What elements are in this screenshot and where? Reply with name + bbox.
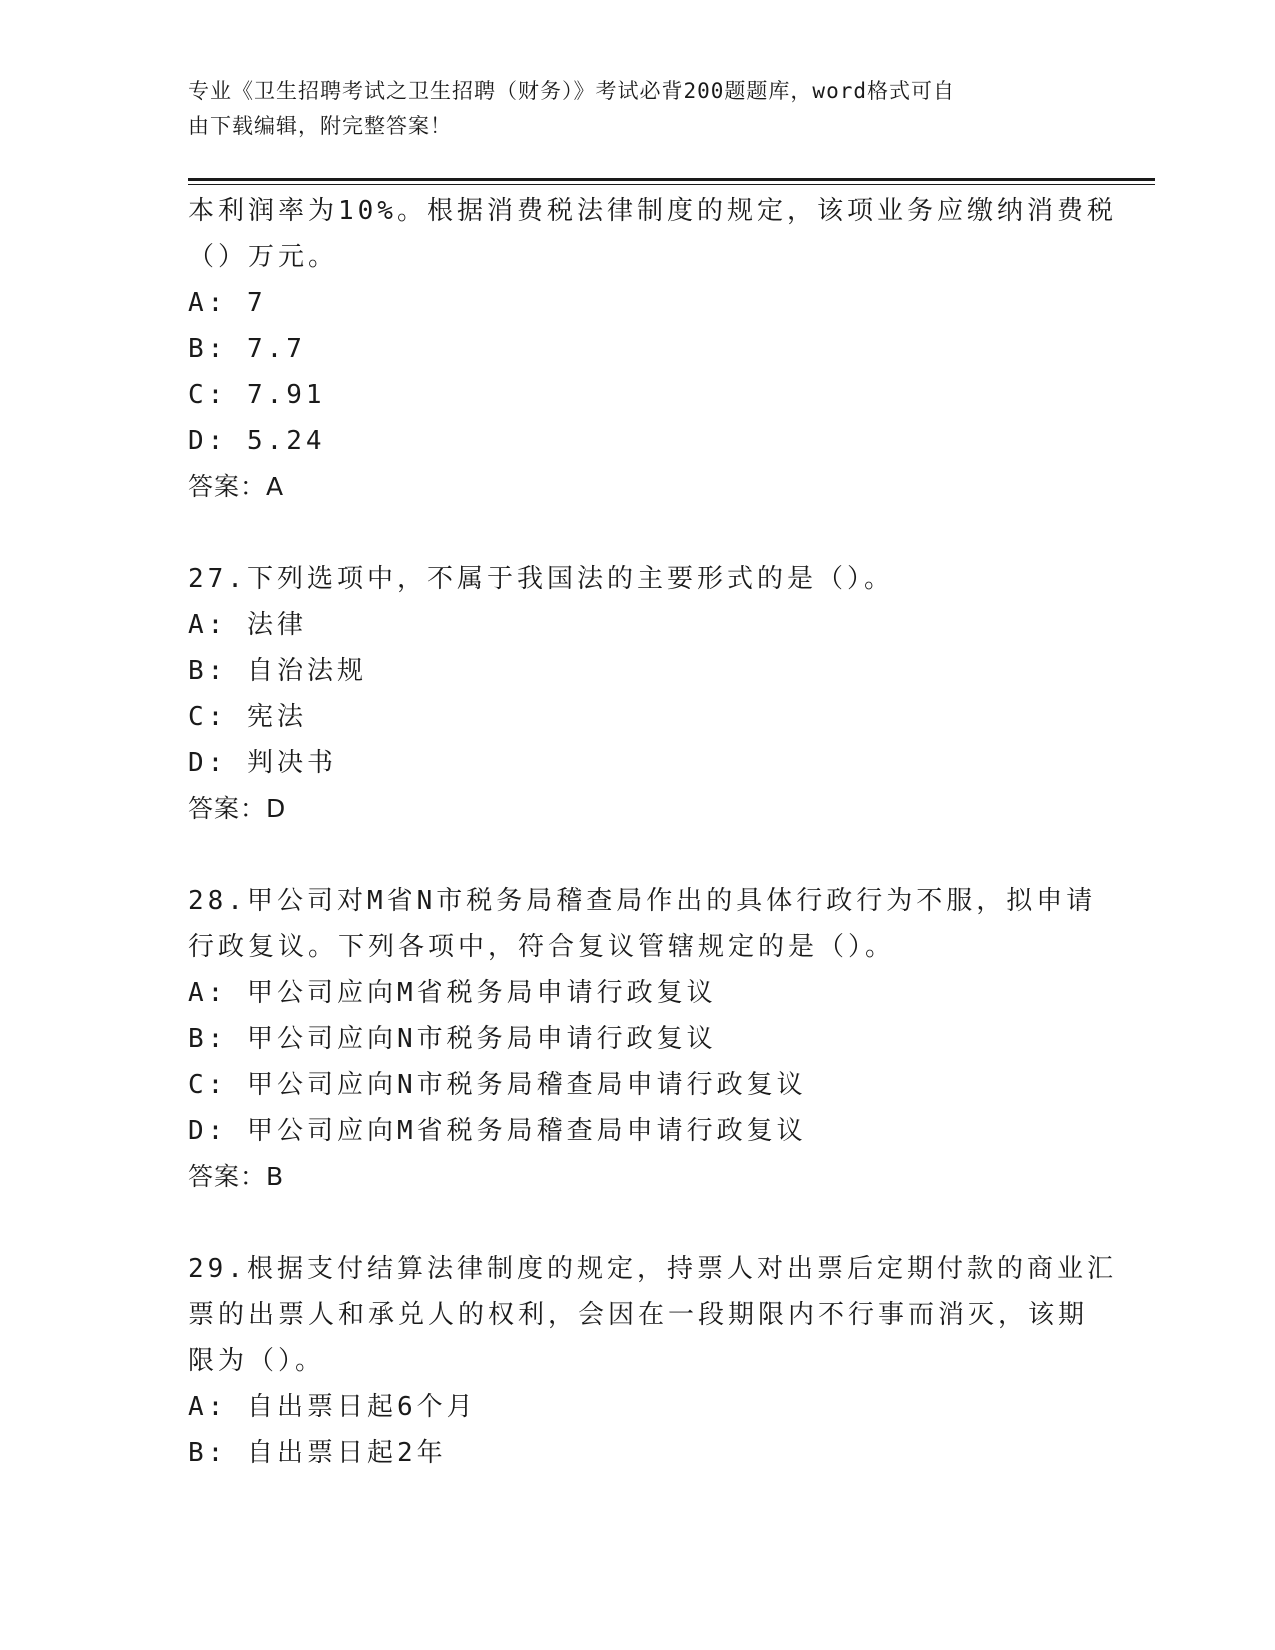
option-c: C: 宪法 — [188, 702, 307, 732]
header-line-1: 专业《卫生招聘考试之卫生招聘（财务）》考试必背200题题库，word格式可自 — [188, 79, 955, 103]
spacer — [188, 510, 1088, 556]
question-list — [188, 188, 1117, 1476]
header-rule-thick — [188, 178, 1155, 181]
option-d: D: 判决书 — [188, 748, 337, 778]
question-stem-line: 票的出票人和承兑人的权利，会因在一段期限内不行事而消灭，该期 — [188, 1300, 1089, 1330]
question-28 — [188, 878, 1097, 1200]
option-a: A: 7 — [188, 288, 267, 318]
option-b: B: 7.7 — [188, 334, 306, 364]
spacer — [188, 832, 1088, 878]
option-b: B: 甲公司应向N市税务局申请行政复议 — [188, 1024, 717, 1054]
answer-line: 答案：B — [188, 1162, 285, 1191]
option-b: B: 自出票日起2年 — [188, 1438, 447, 1468]
spacer — [188, 1200, 1088, 1246]
header-line-2: 由下载编辑，附完整答案！ — [188, 114, 452, 138]
option-d: D: 5.24 — [188, 426, 326, 456]
question-27 — [188, 556, 1088, 832]
option-a: A: 法律 — [188, 610, 307, 640]
question-stem-line: 27.下列选项中，不属于我国法的主要形式的是（）。 — [188, 564, 894, 594]
option-a: A: 自出票日起6个月 — [188, 1392, 477, 1422]
document-header — [188, 74, 1088, 144]
answer-line: 答案：D — [188, 794, 287, 823]
question-stem-line: 28.甲公司对M省N市税务局稽查局作出的具体行政行为不服，拟申请 — [188, 886, 1097, 916]
question-stem-line: 本利润率为10%。根据消费税法律制度的规定，该项业务应缴纳消费税 — [188, 196, 1117, 226]
option-b: B: 自治法规 — [188, 656, 367, 686]
option-d: D: 甲公司应向M省税务局稽查局申请行政复议 — [188, 1116, 807, 1146]
question-26 — [188, 188, 1117, 510]
question-stem-line: 行政复议。下列各项中，符合复议管辖规定的是（）。 — [188, 932, 896, 962]
question-stem-line: 限为（）。 — [188, 1346, 326, 1376]
question-stem-line: （）万元。 — [188, 242, 339, 272]
question-29 — [188, 1246, 1117, 1476]
header-rule-thin — [188, 184, 1155, 185]
option-c: C: 7.91 — [188, 380, 326, 410]
question-stem-line: 29.根据支付结算法律制度的规定，持票人对出票后定期付款的商业汇 — [188, 1254, 1117, 1284]
answer-line: 答案：A — [188, 472, 285, 501]
option-c: C: 甲公司应向N市税务局稽查局申请行政复议 — [188, 1070, 807, 1100]
option-a: A: 甲公司应向M省税务局申请行政复议 — [188, 978, 717, 1008]
